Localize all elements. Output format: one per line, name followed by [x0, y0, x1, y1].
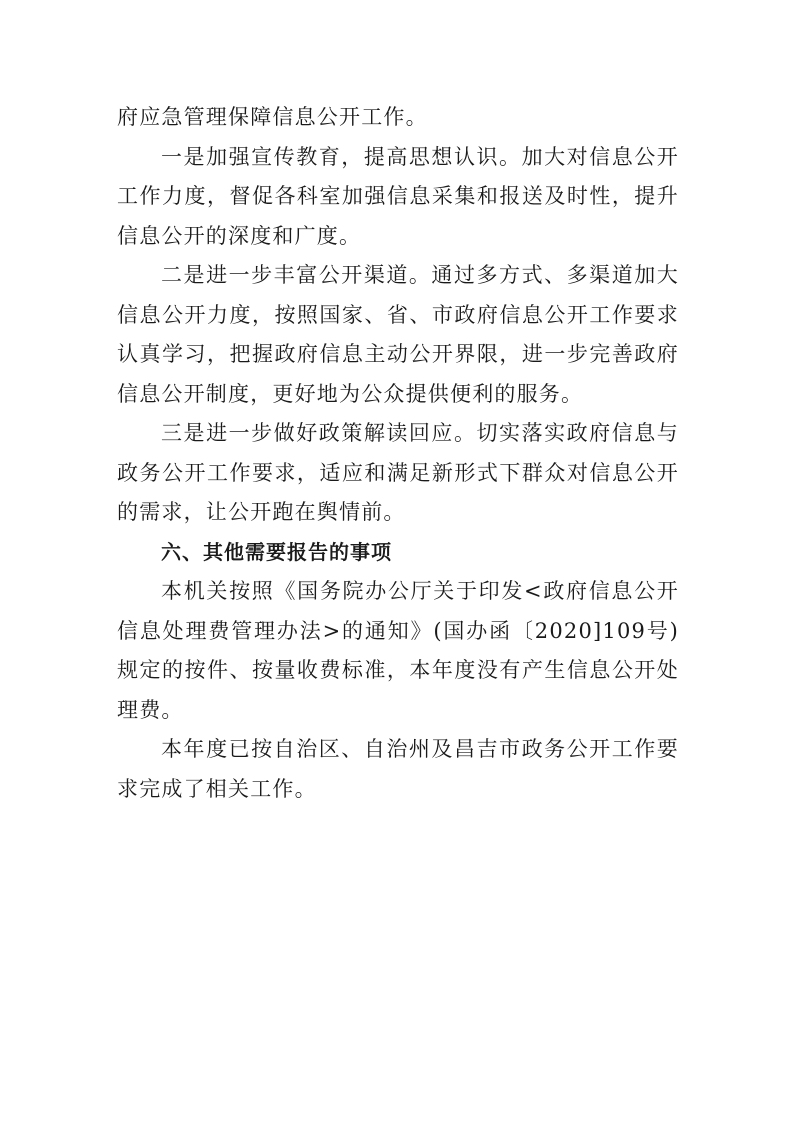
paragraph-completion: 本年度已按自治区、自治州及昌吉市政务公开工作要求完成了相关工作。	[117, 737, 679, 801]
paragraph-item-one: 一是加强宣传教育，提高思想认识。加大对信息公开工作力度，督促各科室加强信息采集和报送及时性，提升信息公开的深度和广度。	[117, 144, 679, 248]
paragraph-continuation: 府应急管理保障信息公开工作。	[117, 105, 428, 129]
paragraph-item-two: 二是进一步丰富公开渠道。通过多方式、多渠道加大信息公开力度，按照国家、省、市政府信息公开工作要求认真学习，把握政府信息主动公开界限，进一步完善政府信息公开制度，更好地为公众提供便利的服务。	[117, 263, 679, 406]
paragraph-item-three: 三是进一步做好政策解读回应。切实落实政府信息与政务公开工作要求，适应和满足新形式下群众对信息公开的需求，让公开跑在舆情前。	[117, 421, 679, 524]
section-heading: 六、其他需要报告的事项	[161, 539, 392, 564]
paragraph-fee-statement: 本机关按照《国务院办公厅关于印发<政府信息公开信息处理费管理办法>的通知》(国办函〔2020]109号)规定的按件、按量收费标准，本年度没有产生信息公开处理费。	[117, 579, 679, 722]
document-body	[117, 98, 679, 809]
